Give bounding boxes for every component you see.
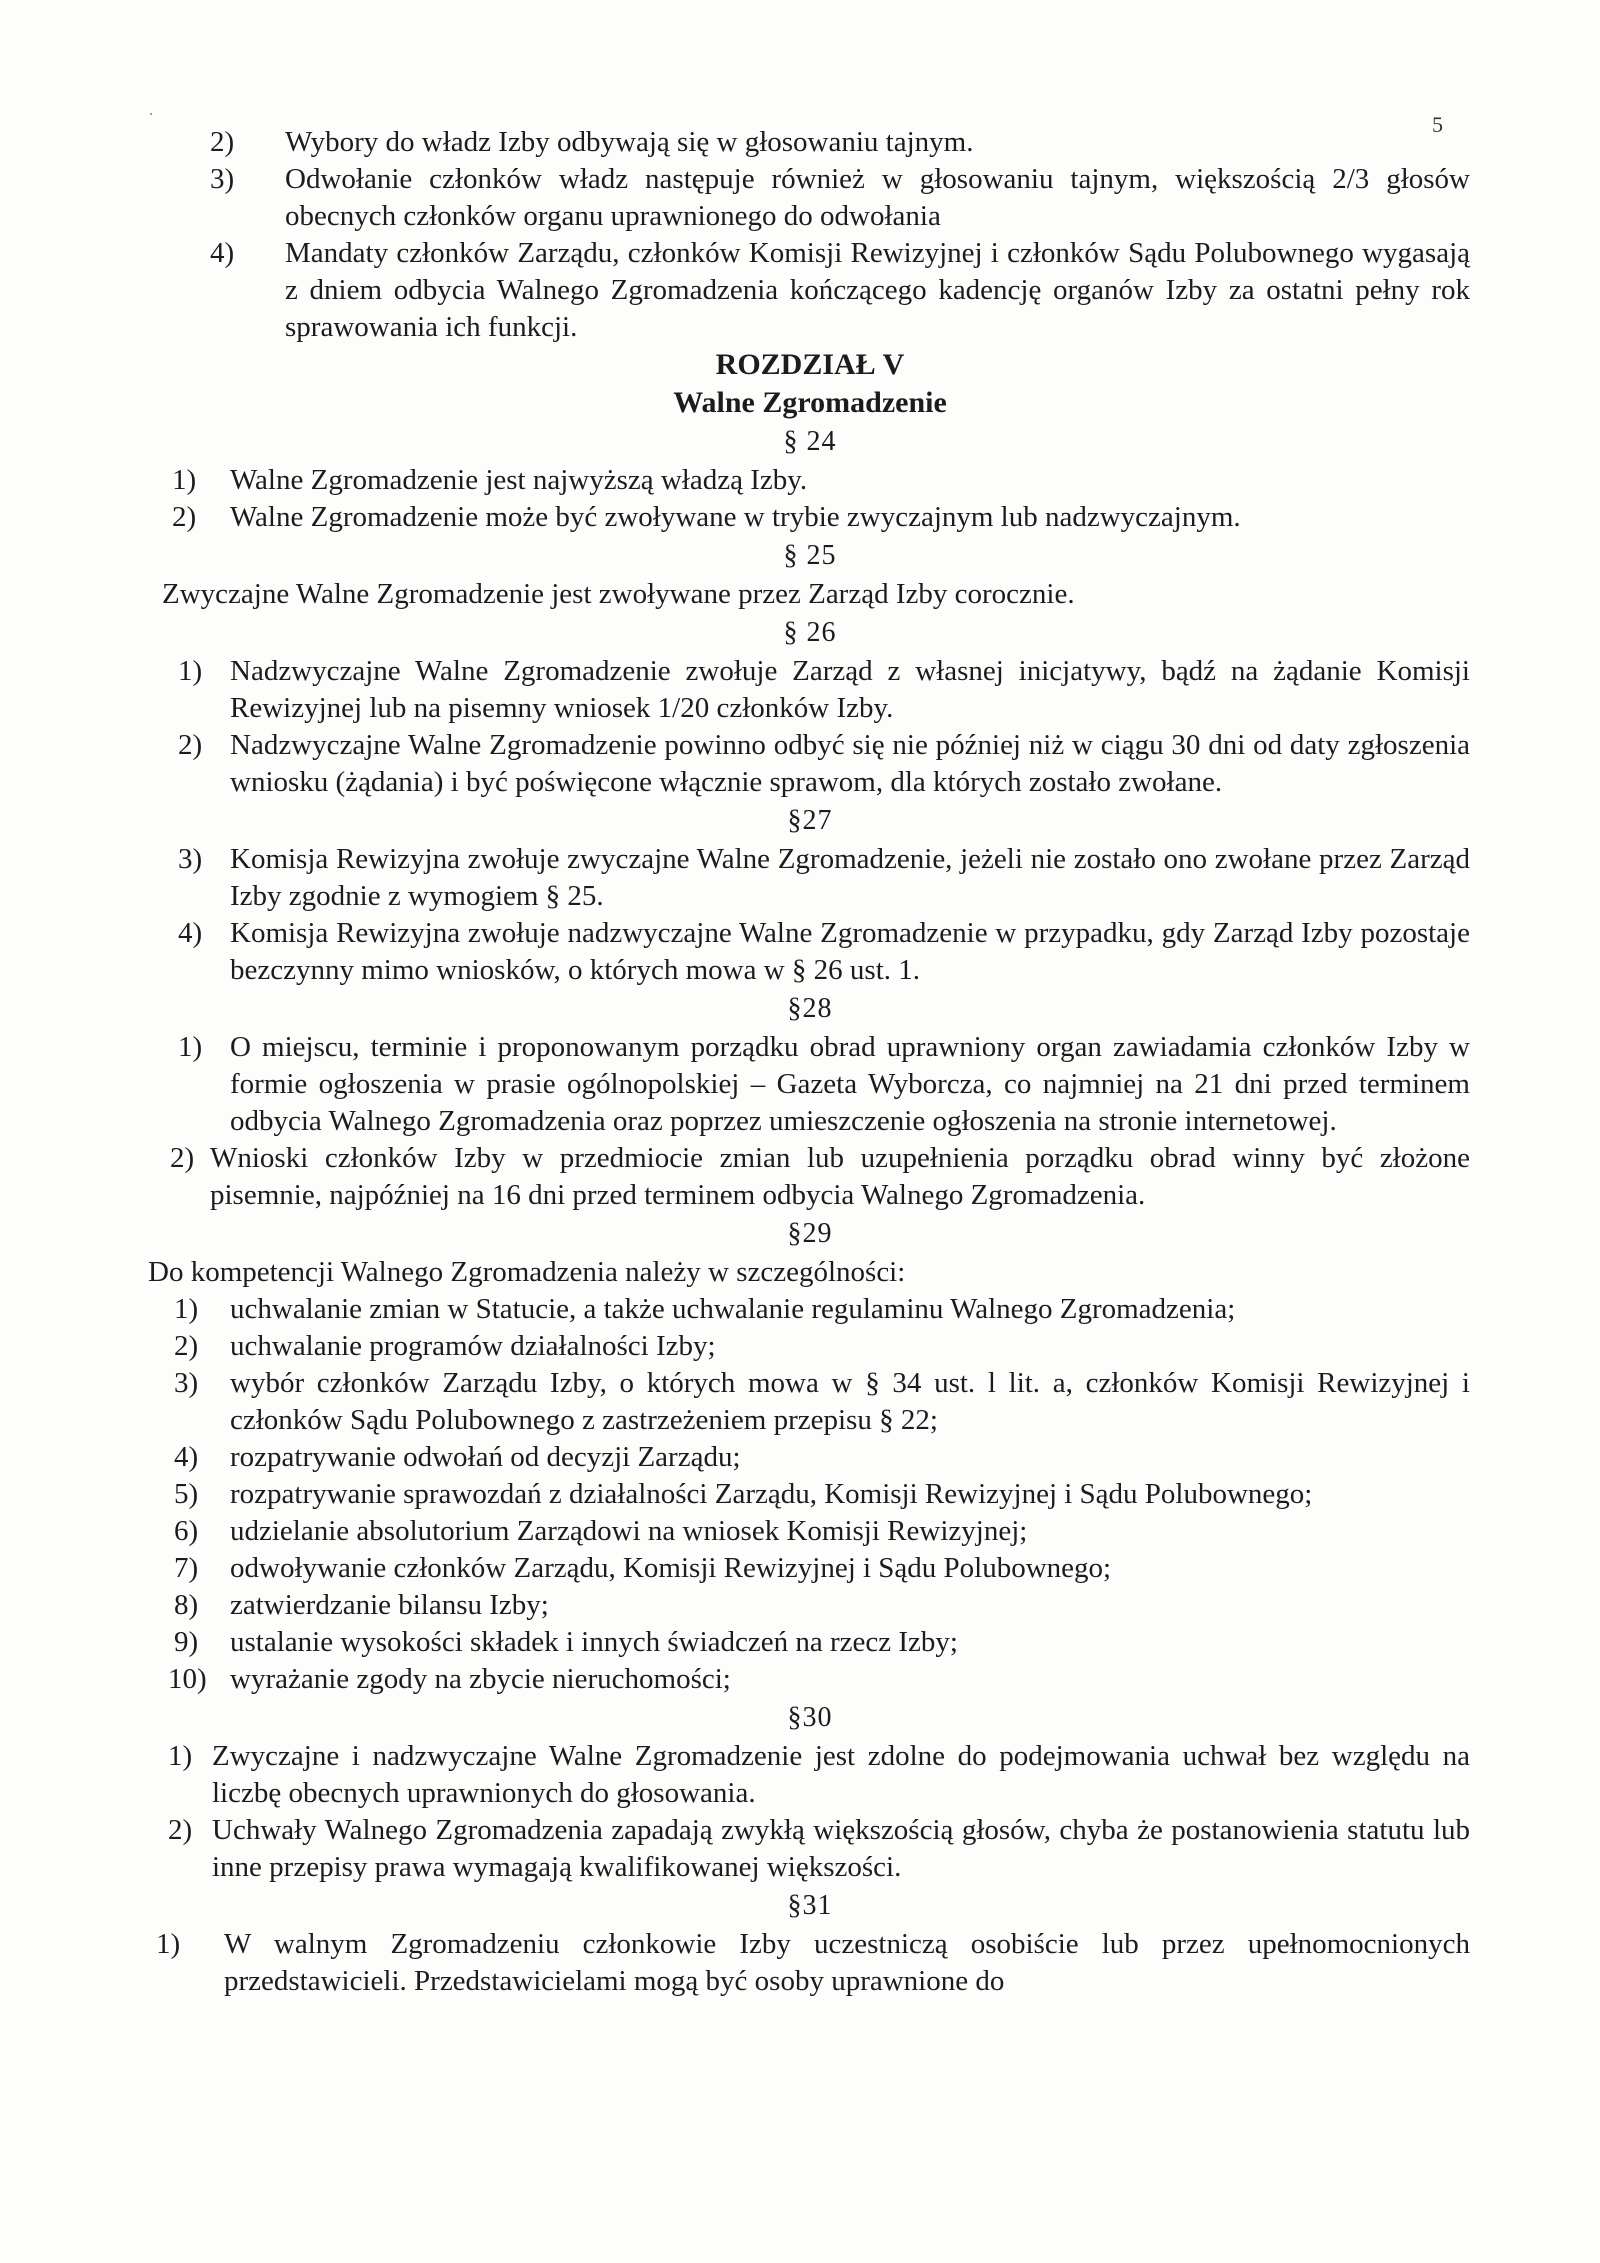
item-number: 2): [174, 1330, 199, 1362]
item-number: 3): [178, 843, 203, 875]
item-text: W walnym Zgromadzeniu członkowie Izby uczestniczą osobiście lub przez upełnomocnionych przedstawicieli. Przedstawicielami mogą być osoby uprawnione do: [224, 1928, 1470, 1997]
item-text: Komisja Rewizyjna zwołuje zwyczajne Walne Zgromadzenie, jeżeli nie zostało ono zwołane przez Zarząd Izby zgodnie z wymogiem § 25.: [230, 843, 1470, 912]
item-text: Odwołanie członków władz następuje również w głosowaniu tajnym, większością 2/3 głosów obecnych członków organu uprawnionego do odwołania: [285, 163, 1470, 232]
list-item: [150, 1365, 1470, 1439]
list-item: [150, 1476, 1470, 1513]
list-item: [150, 1328, 1470, 1365]
list-item: [150, 841, 1470, 915]
list-item: [150, 1550, 1470, 1587]
list-item: [150, 1140, 1470, 1214]
item-number: 10): [168, 1663, 207, 1695]
item-text: Nadzwyczajne Walne Zgromadzenie powinno odbyć się nie później niż w ciągu 30 dni od daty zgłoszenia wniosku (żądania) i być poświęcone włącznie sprawom, dla których zostało zwołane.: [230, 729, 1470, 798]
item-number: 2): [210, 126, 235, 158]
item-text: rozpatrywanie sprawozdań z działalności Zarządu, Komisji Rewizyjnej i Sądu Polubownego;: [230, 1478, 1313, 1510]
item-number: 1): [178, 655, 203, 687]
paragraph: Do kompetencji Walnego Zgromadzenia należy w szczególności:: [148, 1256, 906, 1288]
chapter-title: ROZDZIAŁ V: [715, 348, 905, 381]
list-item: [150, 1513, 1470, 1550]
item-number: 4): [174, 1441, 199, 1473]
list-item: [150, 653, 1470, 727]
section-heading: § 25: [783, 540, 837, 571]
item-number: 2): [168, 1814, 193, 1846]
item-text: O miejscu, terminie i proponowanym porządku obrad uprawniony organ zawiadamia członków Izby w formie ogłoszenia w prasie ogólnopolskiej – Gazeta Wyborcza, co najmniej na 21 dni przed terminem odbycia Walnego Zgromadzenia oraz poprzez umieszczenie ogłoszenia na stronie internetowej.: [230, 1031, 1470, 1137]
item-number: 9): [174, 1626, 199, 1658]
list-item: [150, 1738, 1470, 1812]
item-number: 1): [172, 464, 197, 496]
item-number: 1): [156, 1928, 181, 1960]
section-heading: §27: [787, 805, 833, 836]
paragraph: Zwyczajne Walne Zgromadzenie jest zwoływane przez Zarząd Izby corocznie.: [162, 578, 1075, 610]
item-text: Zwyczajne i nadzwyczajne Walne Zgromadzenie jest zdolne do podejmowania uchwał bez względu na liczbę obecnych uprawnionych do głosowania.: [212, 1740, 1470, 1809]
item-number: 1): [174, 1293, 199, 1325]
item-text: wybór członków Zarządu Izby, o których mowa w § 34 ust. l lit. a, członków Komisji Rewizyjnej i członków Sądu Polubownego z zastrzeżeniem przepisu § 22;: [230, 1367, 1470, 1436]
item-text: Uchwały Walnego Zgromadzenia zapadają zwykłą większością głosów, chyba że postanowienia statutu lub inne przepisy prawa wymagają kwalifikowanej większości.: [212, 1814, 1470, 1883]
item-number: 1): [178, 1031, 203, 1063]
section-heading: §29: [787, 1218, 833, 1249]
list-item: [150, 462, 1470, 499]
list-item: [150, 161, 1470, 235]
item-number: 1): [168, 1740, 193, 1772]
section-heading: §28: [787, 993, 833, 1024]
section-heading: § 26: [783, 617, 837, 648]
item-text: uchwalanie zmian w Statucie, a także uchwalanie regulaminu Walnego Zgromadzenia;: [230, 1293, 1236, 1325]
chapter-subtitle: Walne Zgromadzenie: [673, 386, 947, 419]
item-text: wyrażanie zgody na zbycie nieruchomości;: [230, 1663, 731, 1695]
item-number: 2): [178, 729, 203, 761]
item-number: 5): [174, 1478, 199, 1510]
item-text: udzielanie absolutorium Zarządowi na wniosek Komisji Rewizyjnej;: [230, 1515, 1028, 1547]
item-text: odwoływanie członków Zarządu, Komisji Rewizyjnej i Sądu Polubownego;: [230, 1552, 1112, 1584]
item-text: Wnioski członków Izby w przedmiocie zmian lub uzupełnienia porządku obrad winny być złożone pisemnie, najpóźniej na 16 dni przed terminem odbycia Walnego Zgromadzenia.: [210, 1142, 1470, 1211]
item-text: Komisja Rewizyjna zwołuje nadzwyczajne Walne Zgromadzenie w przypadku, gdy Zarząd Izby pozostaje bezczynny mimo wniosków, o których mowa w § 26 ust. 1.: [230, 917, 1470, 986]
item-number: 3): [174, 1367, 199, 1399]
list-item: [150, 1624, 1470, 1661]
item-number: 6): [174, 1515, 199, 1547]
document-body: [150, 124, 1470, 2000]
item-text: Nadzwyczajne Walne Zgromadzenie zwołuje Zarząd z własnej inicjatywy, bądź na żądanie Komisji Rewizyjnej lub na pisemny wniosek 1/20 członków Izby.: [230, 655, 1470, 724]
list-item: [150, 1439, 1470, 1476]
list-item: [150, 235, 1470, 346]
item-number: 8): [174, 1589, 199, 1621]
item-number: 4): [178, 917, 203, 949]
item-text: Wybory do władz Izby odbywają się w głosowaniu tajnym.: [285, 126, 974, 158]
section-heading: § 24: [783, 426, 837, 457]
list-item: [150, 1587, 1470, 1624]
item-number: 2): [172, 501, 197, 533]
list-item: [150, 1812, 1470, 1886]
list-item: [150, 1926, 1470, 2000]
page-number: 5: [1432, 112, 1443, 137]
item-number: 7): [174, 1552, 199, 1584]
item-number: 3): [210, 163, 235, 195]
scan-speck: ·: [148, 104, 154, 124]
list-item: [150, 727, 1470, 801]
list-item: [150, 915, 1470, 989]
section-heading: §31: [787, 1890, 833, 1921]
item-text: Mandaty członków Zarządu, członków Komisji Rewizyjnej i członków Sądu Polubownego wygasają z dniem odbycia Walnego Zgromadzenia kończącego kadencję organów Izby za ostatni pełny rok sprawowania ich funkcji.: [285, 237, 1470, 343]
list-item: [150, 1291, 1470, 1328]
item-text: uchwalanie programów działalności Izby;: [230, 1330, 716, 1362]
item-text: rozpatrywanie odwołań od decyzji Zarządu;: [230, 1441, 741, 1473]
section-heading: §30: [787, 1702, 833, 1733]
list-item: [150, 1029, 1470, 1140]
item-text: Walne Zgromadzenie jest najwyższą władzą Izby.: [230, 464, 808, 496]
list-item: [150, 1661, 1470, 1698]
item-number: 2): [170, 1142, 195, 1174]
item-text: ustalanie wysokości składek i innych świadczeń na rzecz Izby;: [230, 1626, 958, 1658]
list-item: [150, 124, 1470, 161]
item-number: 4): [210, 237, 235, 269]
item-text: zatwierdzanie bilansu Izby;: [230, 1589, 549, 1621]
list-item: [150, 499, 1470, 536]
item-text: Walne Zgromadzenie może być zwoływane w trybie zwyczajnym lub nadzwyczajnym.: [230, 501, 1241, 533]
